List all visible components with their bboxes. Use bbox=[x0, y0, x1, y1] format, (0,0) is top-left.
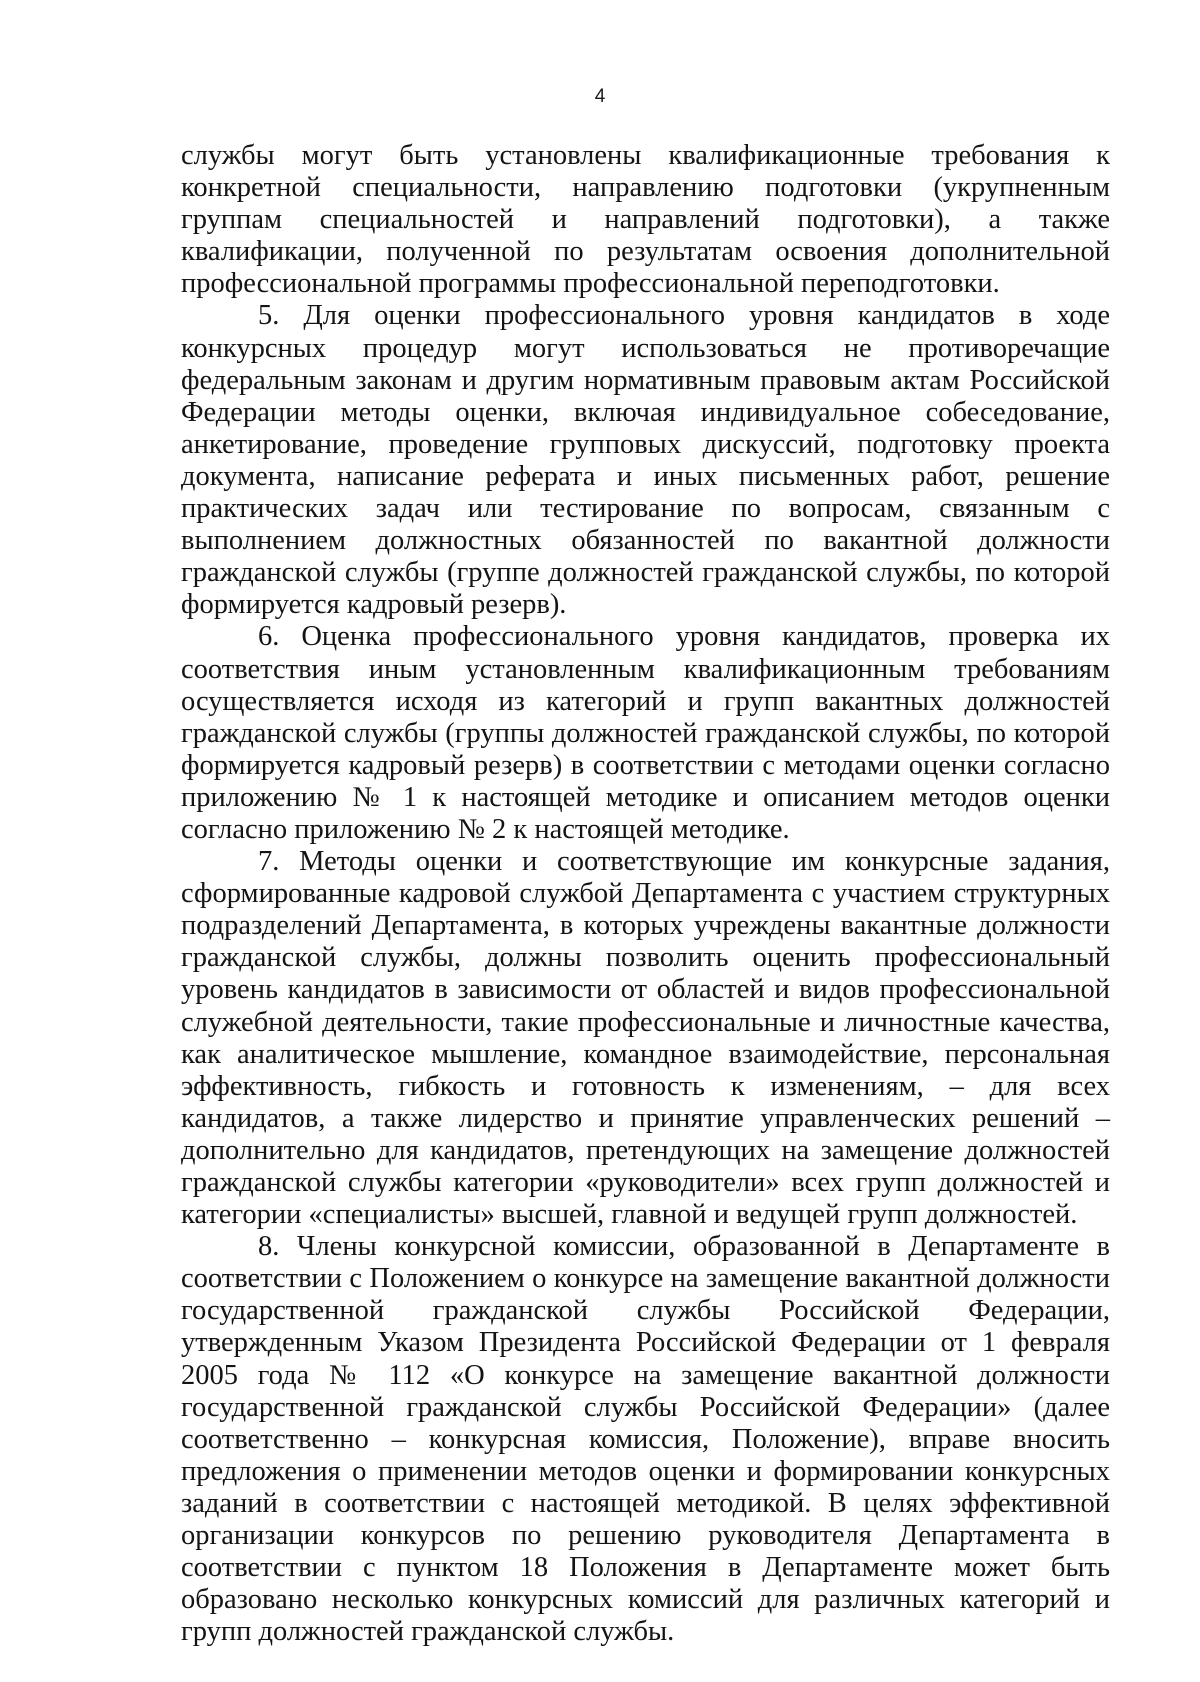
paragraph-item-8: 8. Члены конкурсной комиссии, образованной в Департаменте в соответствии с Положением о конкурсе на замещение вакантной должности государственной гражданской службы Российской Федерации, утвержденным Указом Президента Российской Федерации от 1 февраля 2005 года № 112 «О конкурсе на замещение вакантной должности государственной гражданской службы Российской Федерации» (далее соответственно – конкурсная комиссия, Положение), вправе вносить предложения о применении методов оценки и формировании конкурсных заданий в соответствии с настоящей методикой. В целях эффективной организации конкурсов по решению руководителя Департамента в соответствии с пунктом 18 Положения в Департаменте может быть образовано несколько конкурсных комиссий для различных категорий и групп должностей гражданской службы. bbox=[181, 1231, 1110, 1648]
paragraph-continuation: службы могут быть установлены квалификационные требования к конкретной специальности, направлению подготовки (укрупненным группам специальностей и направлений подготовки), а также квалификации, полученной по результатам освоения дополнительной профессиональной программы профессиональной переподготовки. bbox=[181, 140, 1110, 300]
paragraph-item-5: 5. Для оценки профессионального уровня кандидатов в ходе конкурсных процедур могут использоваться не противоречащие федеральным законам и другим нормативным правовым актам Российской Федерации методы оценки, включая индивидуальное собеседование, анкетирование, проведение групповых дискуссий, подготовку проекта документа, написание реферата и иных письменных работ, решение практических задач или тестирование по вопросам, связанным с выполнением должностных обязанностей по вакантной должности гражданской службы (группе должностей гражданской службы, по которой формируется кадровый резерв). bbox=[181, 300, 1110, 621]
page-number: 4 bbox=[594, 86, 606, 107]
paragraph-item-6: 6. Оценка профессионального уровня кандидатов, проверка их соответствия иным установленным квалификационным требованиям осуществляется исходя из категорий и групп вакантных должностей гражданской службы (группы должностей гражданской службы, по которой формируется кадровый резерв) в соответствии с методами оценки согласно приложению № 1 к настоящей методике и описанием методов оценки согласно приложению № 2 к настоящей методике. bbox=[181, 621, 1110, 845]
paragraph-item-7: 7. Методы оценки и соответствующие им конкурсные задания, сформированные кадровой службой Департамента с участием структурных подразделений Департамента, в которых учреждены вакантные должности гражданской службы, должны позволить оценить профессиональный уровень кандидатов в зависимости от областей и видов профессиональной служебной деятельности, такие профессиональные и личностные качества, как аналитическое мышление, командное взаимодействие, персональная эффективность, гибкость и готовность к изменениям, – для всех кандидатов, а также лидерство и принятие управленческих решений – дополнительно для кандидатов, претендующих на замещение должностей гражданской службы категории «руководители» всех групп должностей и категории «специалисты» высшей, главной и ведущей групп должностей. bbox=[181, 846, 1110, 1231]
document-body bbox=[181, 140, 1110, 1648]
